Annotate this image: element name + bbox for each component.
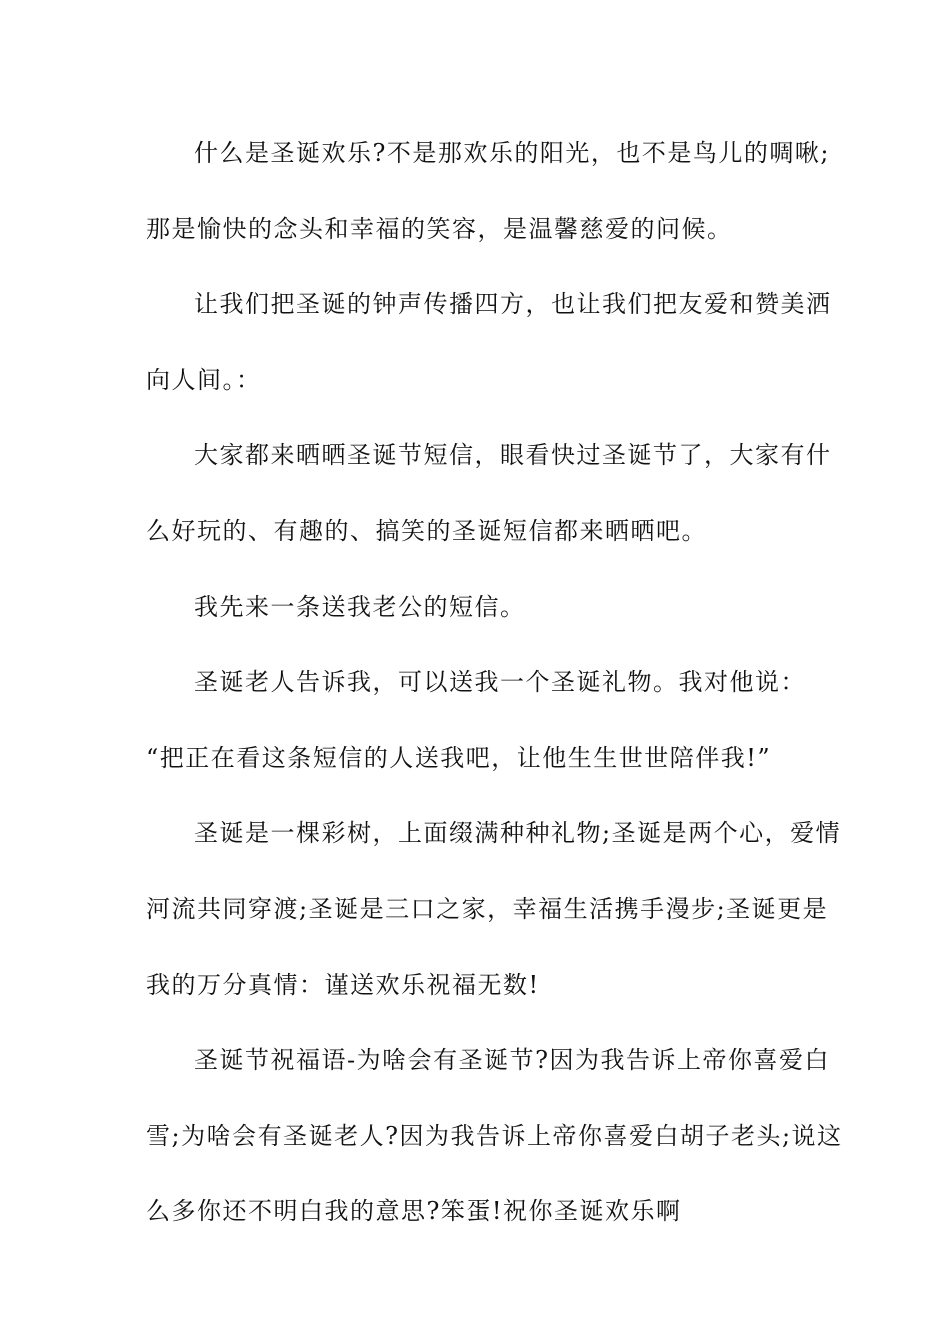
- paragraph-line: 圣诞节祝福语-为啥会有圣诞节?因为我告诉上帝你喜爱白: [194, 1046, 830, 1075]
- paragraph-line: 我的万分真情：谨送欢乐祝福无数!: [146, 970, 540, 999]
- paragraph-line: 雪;为啥会有圣诞老人?因为我告诉上帝你喜爱白胡子老头;说这: [146, 1121, 843, 1150]
- paragraph-line: 圣诞老人告诉我，可以送我一个圣诞礼物。我对他说：: [194, 668, 806, 697]
- paragraph-line: 那是愉快的念头和幸福的笑容，是温馨慈爱的问候。: [146, 214, 733, 243]
- paragraph-line: 让我们把圣诞的钟声传播四方，也让我们把友爱和赞美洒: [194, 290, 832, 319]
- paragraph-line: 圣诞是一棵彩树，上面缀满种种礼物;圣诞是两个心，爱情: [194, 819, 842, 848]
- paragraph-line: 向人间。：: [146, 365, 262, 394]
- paragraph-line: 我先来一条送我老公的短信。: [194, 592, 526, 621]
- paragraph-line: “把正在看这条短信的人送我吧，让他生生世世陪伴我!”: [146, 743, 772, 772]
- document-body: [146, 127, 843, 1261]
- paragraph-line: 河流共同穿渡;圣诞是三口之家，幸福生活携手漫步;圣诞更是: [146, 894, 829, 923]
- paragraph-line: 大家都来晒晒圣诞节短信，眼看快过圣诞节了，大家有什: [194, 441, 832, 470]
- paragraph-line: 么多你还不明白我的意思?笨蛋!祝你圣诞欢乐啊: [146, 1197, 682, 1226]
- paragraph-line: 么好玩的、有趣的、搞笑的圣诞短信都来晒晒吧。: [146, 516, 707, 545]
- paragraph-line: 什么是圣诞欢乐?不是那欢乐的阳光，也不是鸟儿的啁啾;: [194, 139, 830, 167]
